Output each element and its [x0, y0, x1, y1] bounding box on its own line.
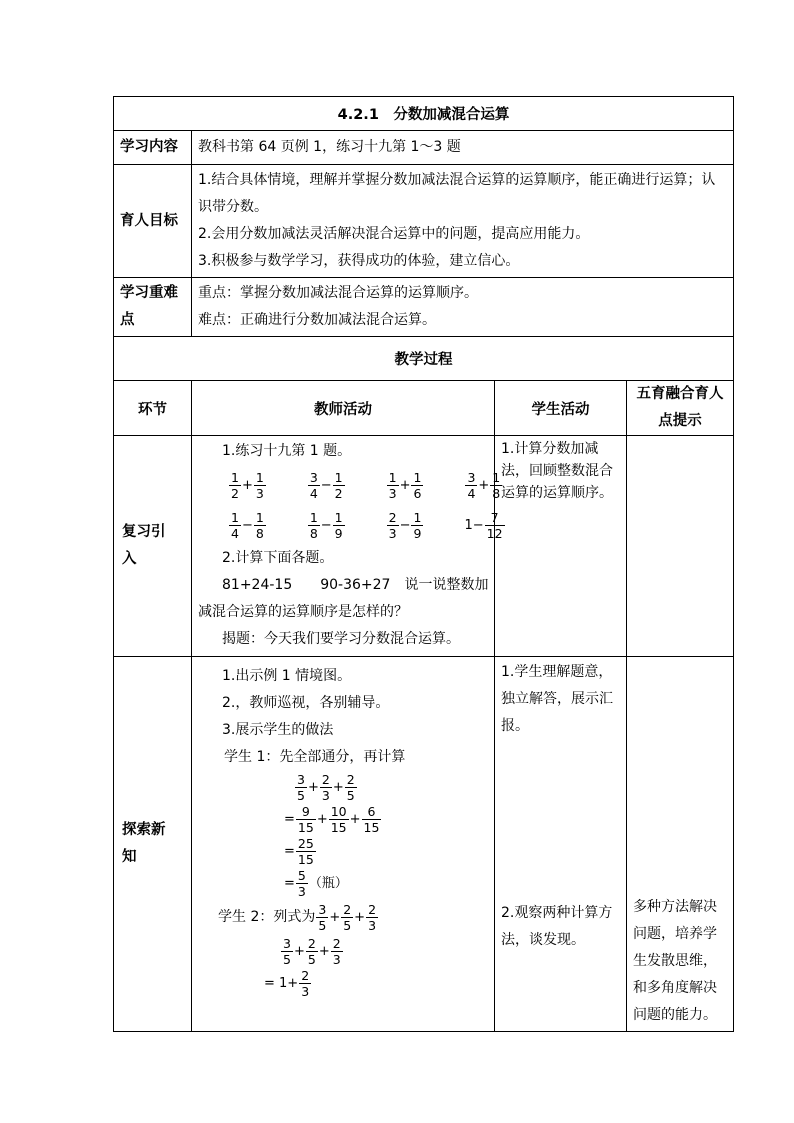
denominator: 5	[297, 787, 305, 803]
focus-label: 学习重难点	[114, 278, 192, 337]
denominator: 12	[486, 525, 503, 541]
operator: +	[293, 943, 305, 959]
operator: （瓶）	[308, 875, 348, 891]
fraction	[485, 510, 505, 541]
goals-list	[192, 165, 734, 278]
col-student: 学生活动	[495, 381, 627, 436]
denominator: 3	[321, 787, 330, 803]
numerator: 25	[297, 835, 314, 851]
numerator: 1	[309, 509, 318, 525]
calc-line	[198, 935, 488, 967]
fraction-expression	[307, 510, 346, 541]
denominator: 5	[283, 951, 291, 967]
focus-hard: 难点：正确进行分数加减法混合运算。	[198, 312, 436, 328]
fraction	[296, 804, 316, 835]
denominator: 3	[368, 917, 377, 933]
focus-key: 重点：掌握分数加减法混合运算的运算顺序。	[198, 285, 478, 301]
fraction	[320, 772, 332, 803]
fraction	[329, 804, 349, 835]
fraction	[333, 470, 345, 501]
calc-line	[198, 867, 488, 899]
numerator: 1	[255, 469, 264, 485]
fraction	[308, 510, 320, 541]
numerator: 10	[330, 803, 347, 819]
numerator: 1	[413, 509, 422, 525]
operator: =	[284, 811, 295, 827]
calc-line	[198, 899, 488, 935]
numerator: 2	[307, 935, 316, 951]
denominator: 8	[309, 525, 318, 541]
review-item3: 揭题：今天我们要学习分数混合运算。	[222, 631, 460, 647]
fraction	[362, 804, 382, 835]
numerator: 1	[492, 469, 501, 485]
explore-tips: 多种方法解决问题，培养学生发散思维，和多角度解决问题的能力。	[627, 657, 734, 1032]
fraction	[387, 510, 399, 541]
operator: +	[318, 943, 330, 959]
goal-item: 2.会用分数加减法灵活解决混合运算中的问题，提高应用能力。	[198, 226, 590, 242]
fraction	[299, 968, 311, 999]
explore-student	[495, 657, 627, 1032]
denominator: 2	[231, 485, 239, 501]
numerator: 6	[362, 804, 382, 820]
operator: =	[284, 843, 295, 859]
operator: +	[329, 909, 341, 925]
numerator: 1	[231, 469, 239, 485]
numerator: 2	[343, 901, 352, 917]
explore-student2: 2.观察两种计算方法，谈发现。	[501, 905, 613, 948]
fraction	[295, 772, 307, 803]
numerator: 5	[297, 867, 306, 883]
operator: −	[320, 517, 332, 533]
denominator: 15	[330, 819, 347, 835]
numerator: 2	[346, 771, 355, 787]
denominator: 3	[297, 883, 306, 899]
operator: +	[399, 477, 411, 493]
fraction-expression	[307, 470, 346, 501]
goals-label: 育人目标	[114, 165, 192, 278]
fraction	[411, 510, 423, 541]
student2-label: 学生 2：列式为	[218, 908, 316, 925]
fraction-expression	[228, 510, 267, 541]
fraction	[331, 936, 343, 967]
denominator: 6	[413, 485, 422, 501]
denominator: 4	[231, 525, 239, 541]
calc-line	[198, 835, 488, 867]
numerator: 1	[255, 509, 264, 525]
numerator: 2	[368, 901, 377, 917]
lesson-title: 4.2.1 分数加减混合运算	[114, 97, 734, 131]
fraction-expression	[464, 470, 503, 501]
fraction-expression	[386, 510, 425, 541]
numerator: 2	[332, 935, 341, 951]
operator: =	[284, 875, 295, 891]
operator: +	[307, 779, 319, 795]
review-item2: 2.计算下面各题。	[222, 550, 334, 566]
denominator: 3	[388, 525, 397, 541]
fraction	[465, 470, 477, 501]
fraction-row	[198, 505, 503, 545]
review-stage: 复习引入	[114, 436, 192, 657]
denominator: 3	[301, 983, 310, 999]
col-stage: 环节	[114, 381, 192, 436]
fraction-expression	[228, 470, 267, 501]
explore-student1: 1.学生理解题意，独立解答，展示汇报。	[501, 664, 613, 734]
col-teacher: 教师活动	[192, 381, 495, 436]
numerator: 2	[321, 771, 330, 787]
denominator: 5	[346, 787, 355, 803]
explore-stage: 探索新知	[114, 657, 192, 1032]
fraction-expression	[386, 470, 425, 501]
student1-label: 学生 1：先全部通分，再计算	[224, 749, 406, 765]
denominator: 2	[334, 485, 343, 501]
operator: +	[354, 909, 366, 925]
denominator: 3	[255, 485, 264, 501]
operator: −	[472, 517, 484, 533]
numerator: 2	[388, 509, 397, 525]
denominator: 5	[343, 917, 352, 933]
denominator: 9	[334, 525, 343, 541]
denominator: 4	[309, 485, 318, 501]
operator: 1	[464, 517, 473, 533]
fraction	[316, 902, 328, 933]
explore-item1: 1.出示例 1 情境图。	[222, 668, 352, 684]
numerator: 3	[467, 469, 476, 485]
fraction	[345, 772, 357, 803]
content-label: 学习内容	[114, 131, 192, 165]
fraction	[306, 936, 318, 967]
process-title: 教学过程	[114, 337, 734, 381]
explore-item2: 2.，教师巡视，各别辅导。	[222, 695, 390, 711]
numerator: 9	[296, 804, 316, 820]
fraction	[296, 836, 316, 867]
review-item1: 1.练习十九第 1 题。	[222, 443, 352, 459]
review-tips	[627, 436, 734, 657]
fraction-row	[198, 465, 501, 505]
numerator: 3	[309, 469, 318, 485]
fraction	[341, 902, 353, 933]
denominator: 8	[255, 525, 264, 541]
explore-teacher	[192, 657, 495, 1032]
operator: −	[399, 517, 411, 533]
numerator: 2	[301, 967, 310, 983]
operator: +	[316, 811, 328, 827]
fraction	[254, 510, 266, 541]
calc-line	[198, 803, 488, 835]
fraction	[333, 510, 345, 541]
fraction-expression	[464, 510, 505, 541]
review-teacher	[192, 436, 503, 657]
content-value: 教科书第 64 页例 1，练习十九第 1～3 题	[192, 131, 734, 165]
operator: +	[332, 779, 344, 795]
fraction	[229, 470, 241, 501]
fraction	[296, 868, 308, 899]
operator: +	[478, 477, 490, 493]
numerator: 1	[334, 469, 343, 485]
goal-item: 1.结合具体情境，理解并掌握分数加减法混合运算的运算顺序，能正确进行运算；认识带分数。	[198, 172, 716, 215]
fraction	[254, 470, 266, 501]
operator: +	[241, 477, 253, 493]
fraction	[366, 902, 378, 933]
denominator: 3	[388, 485, 397, 501]
numerator: 1	[334, 509, 343, 525]
denominator: 5	[318, 917, 327, 933]
fraction	[229, 510, 241, 541]
fraction	[308, 470, 320, 501]
operator: = 1+	[264, 975, 299, 991]
numerator: 3	[283, 935, 291, 951]
denominator: 4	[467, 485, 476, 501]
numerator: 1	[413, 469, 422, 485]
denominator: 15	[297, 819, 314, 835]
operator: +	[349, 811, 361, 827]
numerator: 3	[318, 901, 327, 917]
review-item2-detail: 81+24-15 90-36+27 说一说整数加减混合运算的运算顺序是怎样的？	[198, 577, 489, 620]
review-student: 1.计算分数加减法，回顾整数混合运算的运算顺序。	[495, 436, 627, 657]
numerator: 1	[388, 469, 397, 485]
calc-line	[198, 771, 488, 803]
calc-line	[198, 967, 488, 999]
focus-cell	[192, 278, 734, 337]
operator: −	[241, 517, 253, 533]
numerator: 3	[297, 771, 305, 787]
denominator: 15	[363, 819, 380, 835]
explore-item3: 3.展示学生的做法	[222, 722, 334, 738]
col-tips: 五育融合育人点提示	[627, 381, 734, 436]
denominator: 5	[307, 951, 316, 967]
denominator: 9	[413, 525, 422, 541]
numerator: 7	[485, 510, 505, 526]
denominator: 3	[332, 951, 341, 967]
goal-item: 3.积极参与数学学习，获得成功的体验，建立信心。	[198, 253, 520, 269]
operator: −	[320, 477, 332, 493]
numerator: 1	[231, 509, 239, 525]
fraction	[387, 470, 399, 501]
denominator: 8	[492, 485, 501, 501]
denominator: 15	[297, 851, 314, 867]
lesson-table	[113, 96, 734, 1032]
fraction	[281, 936, 293, 967]
fraction	[411, 470, 423, 501]
